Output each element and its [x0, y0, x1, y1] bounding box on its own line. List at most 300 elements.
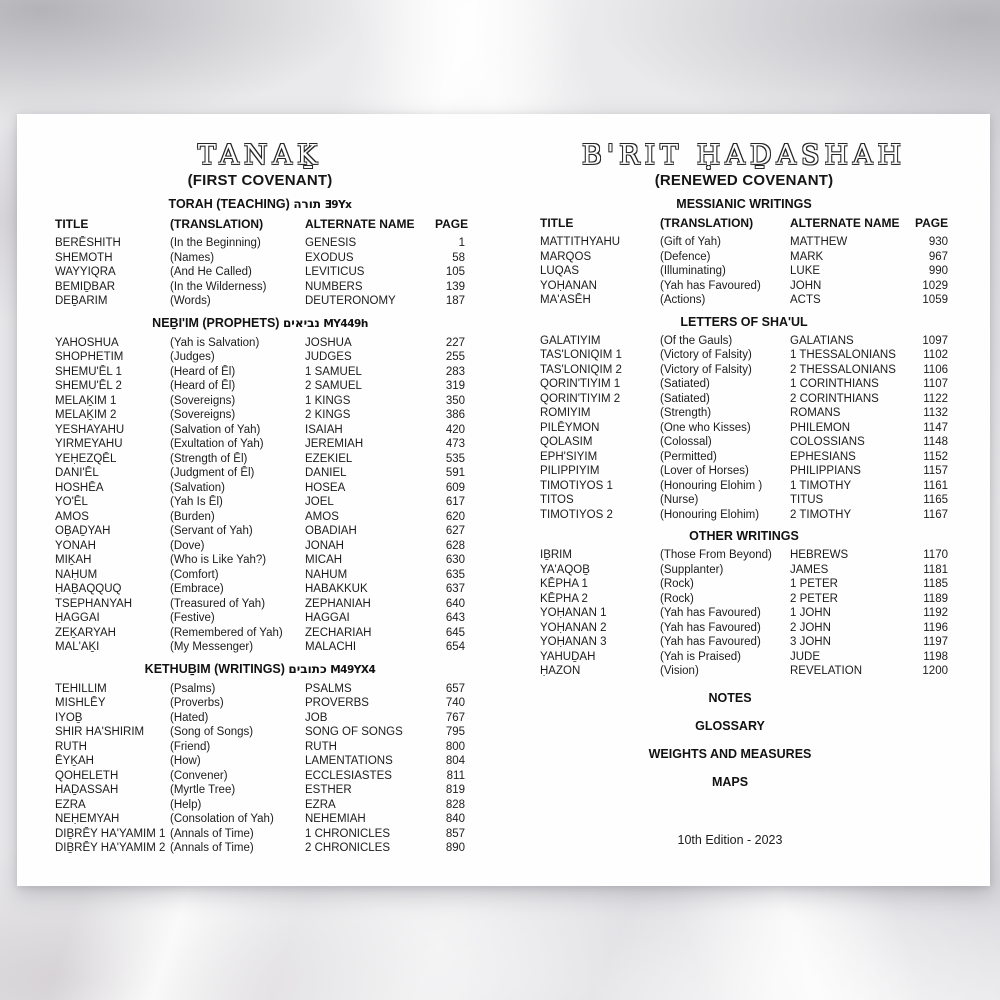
book-title-cell: EPH'SIYIM	[540, 450, 598, 463]
book-translation-cell: (Names)	[170, 251, 215, 264]
book-title-cell: SHOPHETIM	[55, 351, 124, 363]
book-alternate-name-cell: JOEL	[305, 496, 334, 508]
book-translation-cell: (Rock)	[660, 592, 694, 605]
table-row	[55, 394, 465, 409]
table-row	[540, 635, 948, 650]
book-page-cell: 1181	[923, 563, 948, 576]
book-contents-page	[17, 114, 990, 886]
book-translation-cell: (Song of Songs)	[170, 726, 254, 738]
table-row	[55, 582, 465, 597]
book-title-cell: MATTITHYAHU	[540, 236, 621, 248]
book-section	[540, 529, 948, 679]
back-matter-item: NOTES	[708, 690, 752, 705]
book-alternate-name-cell: JOB	[305, 711, 328, 724]
table-row	[540, 464, 948, 479]
book-translation-cell: (Those From Beyond)	[660, 549, 772, 561]
book-translation-cell: (Yah has Favoured)	[660, 621, 761, 634]
table-row	[55, 640, 465, 655]
book-alternate-name-cell: 1 CHRONICLES	[305, 827, 390, 840]
book-page-cell: 1197	[923, 636, 948, 648]
book-alternate-name-cell: JOSHUA	[305, 336, 352, 349]
book-translation-cell: (Words)	[170, 295, 211, 307]
book-translation-cell: (Psalms)	[170, 682, 216, 695]
table-row	[540, 548, 948, 563]
table-row	[540, 293, 948, 308]
table-row	[540, 650, 948, 665]
book-title-cell: AMOS	[55, 510, 89, 523]
section-header	[540, 197, 948, 212]
brit-hadashah-title: B'RIT ḤAḎASHAH	[581, 140, 907, 171]
book-title-cell: RUTH	[55, 740, 87, 753]
book-page-cell: 811	[446, 769, 465, 782]
book-page-cell: 283	[445, 365, 465, 378]
table-row	[540, 664, 948, 679]
table-row	[55, 365, 465, 380]
book-title-cell: HOSHĒA	[55, 481, 104, 494]
book-translation-cell: (Yah has Favoured)	[660, 279, 761, 292]
book-title-cell: QOHELETH	[55, 769, 119, 782]
table-row	[55, 611, 465, 626]
book-translation-cell: (One who Kisses)	[660, 421, 751, 434]
book-alternate-name-cell: ROMANS	[790, 407, 841, 419]
paleo-hebrew-script-label: MY449h	[323, 317, 368, 330]
book-title-cell: BEMIḎBAR	[55, 280, 116, 293]
book-alternate-name-cell: HEBREWS	[790, 549, 849, 561]
book-title-cell: DEḆARIM	[55, 295, 108, 307]
book-translation-cell: (Satiated)	[660, 392, 710, 405]
table-row	[55, 265, 465, 280]
book-title-cell: KĒPHA 2	[540, 592, 588, 605]
book-alternate-name-cell: JOHN	[790, 279, 822, 292]
book-page-cell: 1192	[923, 607, 948, 619]
book-section	[540, 197, 948, 308]
table-row	[540, 493, 948, 508]
book-title-cell: YOḤANAN 1	[540, 607, 607, 619]
book-title-cell: QORIN'TIYIM 2	[540, 392, 621, 405]
page-column-header: PAGE	[915, 216, 949, 230]
book-page-cell: 819	[445, 784, 465, 796]
book-title-cell: SHEMOTH	[55, 251, 113, 264]
book-title-cell: NEḤEMYAH	[55, 813, 120, 825]
book-title-cell: WAYYIQRA	[55, 266, 116, 278]
brit-hadashah-subtitle: (RENEWED COVENANT)	[654, 172, 834, 189]
book-page-cell: 1148	[923, 436, 948, 448]
book-alternate-name-cell: NUMBERS	[305, 280, 363, 293]
book-page-cell: 105	[445, 266, 465, 278]
book-page-cell: 1196	[923, 621, 948, 634]
book-alternate-name-cell: ESTHER	[305, 784, 352, 796]
section-header-label: KETHUḆIM (WRITINGS)	[144, 661, 285, 676]
book-page-cell: 637	[445, 583, 465, 595]
book-page-cell: 890	[445, 842, 465, 854]
book-alternate-name-cell: 3 JOHN	[790, 636, 831, 648]
book-page-cell: 990	[928, 265, 948, 277]
book-translation-cell: (Satiated)	[660, 378, 710, 390]
book-translation-cell: (Permitted)	[660, 450, 717, 463]
book-alternate-name-cell: 2 CORINTHIANS	[790, 392, 879, 405]
book-translation-cell: (Honouring Elohim)	[660, 508, 760, 521]
book-translation-cell: (Vision)	[660, 665, 699, 677]
table-row	[55, 841, 465, 856]
table-row	[540, 508, 948, 523]
table-row	[55, 481, 465, 496]
book-alternate-name-cell: 2 CHRONICLES	[305, 842, 390, 854]
book-title-cell: SHIR HA'SHIRIM	[55, 726, 145, 738]
book-translation-cell: (And He Called)	[170, 266, 252, 278]
table-row	[540, 563, 948, 578]
book-translation-cell: (Exultation of Yah)	[170, 438, 264, 450]
book-title-cell: YONAH	[55, 539, 96, 552]
book-translation-cell: (Comfort)	[170, 568, 219, 581]
book-alternate-name-cell: TITUS	[790, 494, 824, 506]
book-title-cell: TAS'LONIQIM 2	[540, 363, 622, 376]
book-translation-cell: (Heard of Ēl)	[170, 380, 236, 392]
book-section	[55, 316, 465, 655]
book-page-cell: 1106	[923, 363, 948, 376]
book-page-cell: 628	[445, 539, 465, 552]
book-page-cell: 1152	[923, 450, 948, 463]
book-alternate-name-cell: 1 TIMOTHY	[790, 479, 852, 492]
table-row	[55, 783, 465, 798]
book-page-cell: 1	[458, 237, 465, 249]
book-translation-cell: (Yah has Favoured)	[660, 607, 761, 619]
book-alternate-name-cell: ZEPHANIAH	[305, 597, 371, 610]
book-alternate-name-cell: ACTS	[790, 294, 821, 306]
column-header-row	[55, 217, 469, 232]
table-row	[55, 798, 465, 813]
book-translation-cell: (Yah is Salvation)	[170, 336, 260, 349]
table-row	[55, 251, 465, 266]
book-alternate-name-cell: HABAKKUK	[305, 583, 368, 595]
table-row	[540, 479, 948, 494]
book-translation-cell: (Treasured of Yah)	[170, 597, 266, 610]
table-row	[55, 466, 465, 481]
book-translation-cell: (In the Wilderness)	[170, 280, 267, 293]
book-alternate-name-cell: ISAIAH	[305, 423, 343, 436]
book-translation-cell: (Annals of Time)	[170, 827, 254, 840]
book-page-cell: 740	[445, 697, 465, 709]
book-page-cell: 1097	[922, 334, 948, 347]
book-alternate-name-cell: MALACHI	[305, 641, 357, 653]
book-page-cell: 1157	[923, 465, 948, 477]
book-alternate-name-cell: 1 THESSALONIANS	[790, 349, 896, 361]
book-title-cell: IḆRIM	[540, 549, 572, 561]
book-page-cell: 1147	[923, 421, 948, 434]
table-row	[55, 524, 465, 539]
table-row	[540, 606, 948, 621]
table-row	[55, 754, 465, 769]
table-row	[540, 592, 948, 607]
book-title-cell: TIMOTIYOS 2	[540, 508, 613, 521]
book-page-cell: 1122	[923, 392, 948, 405]
table-row	[540, 377, 948, 392]
book-translation-cell: (Dove)	[170, 539, 205, 552]
book-alternate-name-cell: JUDE	[790, 650, 821, 663]
table-row	[540, 421, 948, 436]
book-title-cell: ḤAZON	[540, 665, 581, 677]
book-page-cell: 804	[445, 755, 465, 767]
book-page-cell: 609	[445, 481, 465, 494]
book-translation-cell: (Victory of Falsity)	[660, 363, 752, 376]
book-page-cell: 930	[928, 236, 948, 248]
book-alternate-name-cell: EXODUS	[305, 251, 354, 264]
book-page-cell: 535	[445, 452, 465, 465]
book-alternate-name-cell: JEREMIAH	[305, 438, 364, 450]
section-header-label: TORAH (TEACHING)	[168, 197, 290, 211]
table-row	[540, 450, 948, 465]
book-alternate-name-cell: AMOS	[305, 510, 339, 523]
book-translation-cell: (Strength)	[660, 407, 712, 419]
book-alternate-name-cell: OBADIAH	[305, 525, 357, 537]
book-page-cell: 767	[445, 711, 465, 724]
book-page-cell: 1107	[923, 378, 948, 390]
back-matter-list	[540, 691, 948, 790]
table-row	[55, 812, 465, 827]
book-title-cell: YA'AQOḆ	[540, 563, 590, 576]
section-header	[540, 529, 948, 544]
book-page-cell: 139	[445, 280, 465, 293]
book-translation-cell: (Of the Gauls)	[660, 334, 733, 347]
book-page-cell: 635	[445, 568, 465, 581]
book-page-cell: 800	[445, 740, 465, 753]
book-page-cell: 630	[445, 554, 465, 566]
table-row	[55, 294, 465, 309]
book-alternate-name-cell: HAGGAI	[305, 612, 350, 624]
book-page-cell: 1170	[923, 549, 948, 561]
book-page-cell: 1198	[923, 650, 948, 663]
book-alternate-name-cell: JUDGES	[305, 351, 352, 363]
book-alternate-name-cell: JONAH	[305, 539, 344, 552]
book-title-cell: DIḆRĒY HA'YAMIM 1	[55, 827, 166, 840]
book-alternate-name-cell: PSALMS	[305, 682, 352, 695]
book-title-cell: ROMIYIM	[540, 407, 591, 419]
book-title-cell: YIRMEYAHU	[55, 438, 123, 450]
book-translation-cell: (Victory of Falsity)	[660, 349, 752, 361]
book-title-cell: YAHOSHUA	[55, 336, 119, 349]
book-page-cell: 620	[445, 510, 465, 523]
book-translation-cell: (Defence)	[660, 250, 711, 263]
section-header	[55, 662, 465, 678]
back-matter-item: MAPS	[711, 774, 749, 789]
table-row	[55, 437, 465, 452]
table-row	[55, 408, 465, 423]
book-title-cell: YOḤANAN 3	[540, 636, 607, 648]
page-column-header: PAGE	[435, 217, 469, 231]
book-translation-cell: (Help)	[170, 798, 202, 811]
table-row	[55, 350, 465, 365]
table-row	[540, 334, 948, 349]
book-translation-cell: (Sovereigns)	[170, 409, 236, 421]
book-page-cell: 654	[445, 641, 465, 653]
book-title-cell: PILIPPIYIM	[540, 465, 600, 477]
book-translation-cell: (Hated)	[170, 711, 209, 724]
book-translation-cell: (Embrace)	[170, 583, 224, 595]
tanak-subtitle: (FIRST COVENANT)	[187, 172, 333, 189]
back-matter-item: WEIGHTS AND MEASURES	[648, 746, 812, 761]
book-alternate-name-cell: MATTHEW	[790, 236, 848, 248]
section-header-label: NEḆI'IM (PROPHETS)	[152, 315, 280, 330]
table-row	[55, 280, 465, 295]
book-translation-cell: (Judgment of Ēl)	[170, 467, 255, 479]
book-page-cell: 350	[445, 394, 465, 407]
book-title-cell: TAS'LONIQIM 1	[540, 349, 622, 361]
paleo-hebrew-script-label: Ǝ9Yx	[324, 199, 352, 211]
book-page-cell: 1059	[922, 294, 948, 306]
book-alternate-name-cell: HOSEA	[305, 481, 346, 494]
book-title-cell: ḤAGGAI	[55, 612, 100, 624]
hebrew-script-label: תורה	[293, 197, 322, 211]
book-title-cell: MARQOS	[540, 250, 592, 263]
tanak-title: TANAḴ	[197, 140, 323, 171]
book-alternate-name-cell: LUKE	[790, 265, 821, 277]
book-translation-cell: (Yah has Favoured)	[660, 636, 761, 648]
section-header	[540, 315, 948, 330]
book-alternate-name-cell: NAHUM	[305, 568, 348, 581]
book-title-cell: SHEMU'ĒL 2	[55, 380, 122, 392]
book-page-cell: 643	[445, 612, 465, 624]
book-alternate-name-cell: GENESIS	[305, 237, 357, 249]
book-alternate-name-cell: 2 SAMUEL	[305, 380, 362, 392]
book-title-cell: HAḎASSAH	[55, 784, 119, 796]
book-translation-cell: (Salvation)	[170, 481, 225, 494]
book-section	[540, 315, 948, 523]
title-column-header: TITLE	[540, 216, 574, 230]
table-row	[55, 711, 465, 726]
book-title-cell: TSEPHANYAH	[55, 597, 133, 610]
book-alternate-name-cell: GALATIANS	[790, 334, 854, 347]
table-row	[55, 626, 465, 641]
table-row	[55, 336, 465, 351]
book-title-cell: MISHLĒY	[55, 697, 106, 709]
book-title-cell: DANI'ĒL	[55, 467, 99, 479]
alternate-name-column-header: ALTERNATE NAME	[790, 216, 900, 230]
book-alternate-name-cell: EPHESIANS	[790, 450, 856, 463]
book-title-cell: BERĒSHITH	[55, 237, 121, 249]
book-title-cell: MIḴAH	[55, 554, 92, 566]
book-translation-cell: (Consolation of Yah)	[170, 813, 274, 825]
book-translation-cell: (Convener)	[170, 769, 228, 782]
book-alternate-name-cell: REVELATION	[790, 665, 862, 677]
section-header-label: LETTERS OF SHA'UL	[680, 314, 808, 329]
book-title-cell: IYOḆ	[55, 711, 83, 724]
book-alternate-name-cell: 2 PETER	[790, 592, 838, 605]
book-alternate-name-cell: 2 JOHN	[790, 621, 831, 634]
book-alternate-name-cell: 1 JOHN	[790, 607, 831, 619]
book-title-cell: ĒYḴAH	[55, 755, 94, 767]
book-page-cell: 967	[928, 250, 948, 263]
table-row	[540, 348, 948, 363]
book-alternate-name-cell: 1 SAMUEL	[305, 365, 362, 378]
book-page-cell: 645	[445, 626, 465, 639]
book-page-cell: 420	[445, 423, 465, 436]
book-translation-cell: (Servant of Yah)	[170, 525, 253, 537]
table-row	[55, 236, 465, 251]
book-page-cell: 1189	[923, 592, 948, 605]
book-alternate-name-cell: ECCLESIASTES	[305, 769, 392, 782]
table-row	[55, 539, 465, 554]
book-page-cell: 319	[445, 380, 465, 392]
table-row	[55, 423, 465, 438]
book-page-cell: 617	[445, 496, 465, 508]
book-page-cell: 1185	[923, 578, 948, 590]
book-translation-cell: (Judges)	[170, 351, 215, 363]
book-translation-cell: (Supplanter)	[660, 563, 724, 576]
table-row	[55, 740, 465, 755]
book-alternate-name-cell: MICAH	[305, 554, 343, 566]
book-translation-cell: (Strength of Ēl)	[170, 452, 248, 465]
edition-note: 10th Edition - 2023	[677, 832, 783, 847]
book-translation-cell: (Friend)	[170, 740, 211, 753]
tanak-sections	[55, 197, 469, 856]
book-alternate-name-cell: NEHEMIAH	[305, 813, 366, 825]
table-row	[55, 495, 465, 510]
book-page-cell: 657	[445, 682, 465, 695]
table-row	[55, 553, 465, 568]
book-translation-cell: (My Messenger)	[170, 641, 254, 653]
book-title-cell: SHEMU'ĒL 1	[55, 365, 122, 378]
book-title-cell: OḆAḎYAH	[55, 525, 111, 537]
book-translation-cell: (Heard of Ēl)	[170, 365, 236, 378]
back-matter-item: GLOSSARY	[695, 718, 765, 733]
table-row	[55, 696, 465, 711]
book-title-cell: TEHILLIM	[55, 682, 107, 695]
book-title-cell: PILĒYMON	[540, 421, 600, 434]
book-alternate-name-cell: 1 PETER	[790, 578, 838, 590]
table-row	[540, 392, 948, 407]
table-row	[55, 597, 465, 612]
book-page-cell: 1029	[922, 279, 948, 292]
book-translation-cell: (Gift of Yah)	[660, 236, 721, 248]
section-header	[55, 197, 465, 213]
book-alternate-name-cell: DANIEL	[305, 467, 347, 479]
book-translation-cell: (Annals of Time)	[170, 842, 254, 854]
table-row	[540, 363, 948, 378]
book-title-cell: QOLASIM	[540, 436, 593, 448]
book-translation-cell: (Colossal)	[660, 436, 712, 448]
table-row	[55, 379, 465, 394]
book-title-cell: ZEḴARYAH	[55, 626, 116, 639]
translation-column-header: (TRANSLATION)	[660, 216, 754, 230]
book-alternate-name-cell: DEUTERONOMY	[305, 295, 396, 307]
column-header-row	[540, 216, 948, 231]
table-row	[55, 452, 465, 467]
book-page-cell: 1161	[923, 479, 948, 492]
book-title-cell: YESHAYAHU	[55, 423, 125, 436]
book-title-cell: YO'ĒL	[55, 496, 88, 508]
paleo-hebrew-script-label: M49YX4	[330, 663, 376, 676]
book-title-cell: YOḤANAN	[540, 279, 597, 292]
book-section	[55, 197, 469, 309]
book-translation-cell: (Who is Like Yah?)	[170, 554, 267, 566]
book-page-cell: 840	[445, 813, 465, 825]
book-translation-cell: (How)	[170, 755, 201, 767]
book-translation-cell: (Yah is Praised)	[660, 650, 741, 663]
table-row	[55, 510, 465, 525]
book-alternate-name-cell: LAMENTATIONS	[305, 755, 393, 767]
book-translation-cell: (Festive)	[170, 612, 215, 624]
table-row	[540, 250, 948, 265]
book-page-cell: 857	[445, 827, 465, 840]
book-title-cell: ḤAḆAQQUQ	[55, 583, 122, 595]
book-translation-cell: (Salvation of Yah)	[170, 423, 261, 436]
book-title-cell: TITOS	[540, 494, 574, 506]
book-alternate-name-cell: EZEKIEL	[305, 452, 353, 465]
book-page-cell: 1132	[923, 407, 948, 419]
book-page-cell: 591	[445, 467, 465, 479]
hebrew-script-label: נביאים	[282, 315, 320, 330]
table-row	[55, 682, 465, 697]
book-title-cell: MELAḴIM 2	[55, 409, 117, 421]
